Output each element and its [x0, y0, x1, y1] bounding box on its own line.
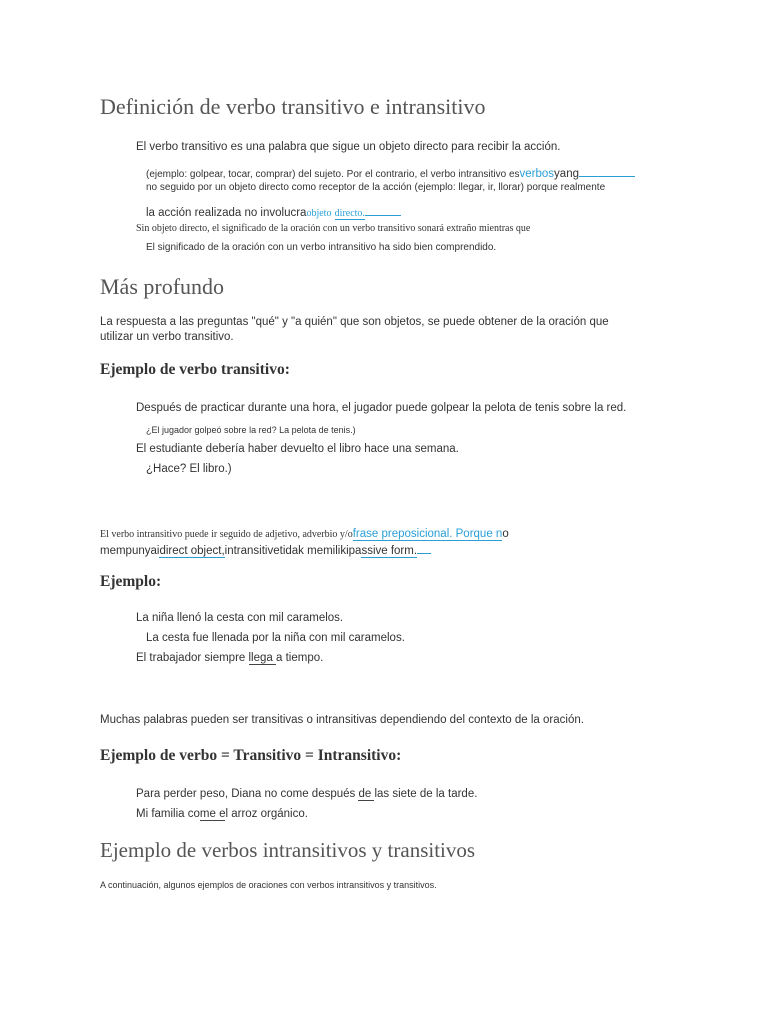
underlined-word: de [358, 788, 375, 800]
link-underline[interactable] [579, 164, 635, 177]
list-item-text: El estudiante debería haber devuelto el libro hace una semana. [136, 443, 459, 455]
paragraph-line: no seguido por un objeto directo como receptor de la acción (ejemplo: llegar, ir, llorar) porque realmente [146, 182, 606, 193]
list-item [124, 652, 323, 664]
link-direct-object[interactable]: direct object, [159, 545, 225, 557]
underlined-word: me e [199, 808, 226, 820]
text-span: mempunyai [100, 545, 160, 557]
paragraph-line: utilizar un verbo transitivo. [100, 331, 234, 343]
link-objeto[interactable]: objeto [306, 208, 332, 219]
paragraph-line [100, 540, 431, 557]
paragraph-line: La respuesta a las preguntas "qué" y "a quién" que son objetos, se puede obtener de la oración que [100, 316, 609, 328]
section-title-definicion: Definición de verbo transitivo e intransitivo [100, 94, 486, 119]
link-verbos[interactable]: verbos [519, 168, 555, 180]
text-span: intransitive [224, 545, 280, 557]
list-item [124, 141, 560, 153]
list-item-text: La niña llenó la cesta con mil caramelos. [136, 612, 344, 624]
paragraph-line [146, 203, 401, 219]
text-span: las siete de la tarde. [374, 788, 478, 800]
text-span: l arroz orgánico. [225, 808, 308, 820]
text-span: El verbo intransitivo puede ir seguido de adjetivo, adverbio y/o [100, 529, 353, 540]
list-item [124, 612, 343, 624]
text-span: El trabajador siempre [136, 652, 249, 664]
subheading-ejemplo-transitivo: Ejemplo de verbo transitivo: [100, 361, 290, 378]
text-span: o [502, 528, 509, 540]
list-item-text: Sin objeto directo, el significado de la oración con un verbo transitivo sonará extraño mientras que [136, 223, 531, 234]
text-span: pa [348, 545, 362, 557]
paragraph-line: A continuación, algunos ejemplos de oraciones con verbos intransitivos y transitivos. [100, 880, 437, 890]
list-item-text: El verbo transitivo es una palabra que sigue un objeto directo para recibir la acción. [136, 141, 561, 153]
text-span: Para perder peso, Diana no come después [136, 788, 359, 800]
text-span: (ejemplo: golpear, tocar, comprar) del sujeto. Por el contrario, el verbo intransitivo es [146, 169, 520, 180]
list-item [124, 402, 626, 414]
link-underline[interactable] [417, 540, 431, 554]
section-title-ejemplo-verbos: Ejemplo de verbos intransitivos y transitivos [100, 838, 476, 862]
text-span: a tiempo. [276, 652, 324, 664]
subheading-transitivo-intransitivo: Ejemplo de verbo = Transitivo = Intransitivo: [100, 747, 402, 764]
link-frase-preposicional[interactable]: frase preposicional [352, 528, 450, 540]
paragraph-line: Muchas palabras pueden ser transitivas o intransitivas dependiendo del contexto de la oración. [100, 714, 584, 726]
list-item [124, 223, 530, 234]
list-item [124, 443, 459, 455]
subheading-ejemplo: Ejemplo: [100, 573, 162, 590]
text-span: la acción realizada no involucra [146, 207, 307, 219]
underlined-word: llega [248, 652, 276, 664]
list-item-text: Después de practicar durante una hora, el jugador puede golpear la pelota de tenis sobre la red. [136, 402, 627, 414]
link-directo[interactable]: directo. [334, 208, 365, 219]
text-span: tidak memiliki [279, 545, 349, 557]
list-item [124, 788, 477, 800]
paragraph-line: La cesta fue llenada por la niña con mil caramelos. [146, 632, 405, 644]
text-span: Mi familia co [136, 808, 200, 820]
paragraph-line: El significado de la oración con un verbo intransitivo ha sido bien comprendido. [146, 242, 497, 253]
paragraph-line [146, 164, 635, 180]
paragraph-line: ¿El jugador golpeó sobre la red? La pelota de tenis.) [146, 425, 356, 435]
section-title-mas-profundo: Más profundo [100, 274, 225, 299]
paragraph-line: ¿Hace? El libro.) [146, 463, 232, 475]
text-span: yang [554, 168, 579, 180]
list-item [124, 808, 308, 820]
link-porque[interactable]: . Porque n [449, 528, 503, 540]
link-passive-form[interactable]: ssive form. [361, 545, 418, 557]
link-underline[interactable] [365, 203, 401, 216]
